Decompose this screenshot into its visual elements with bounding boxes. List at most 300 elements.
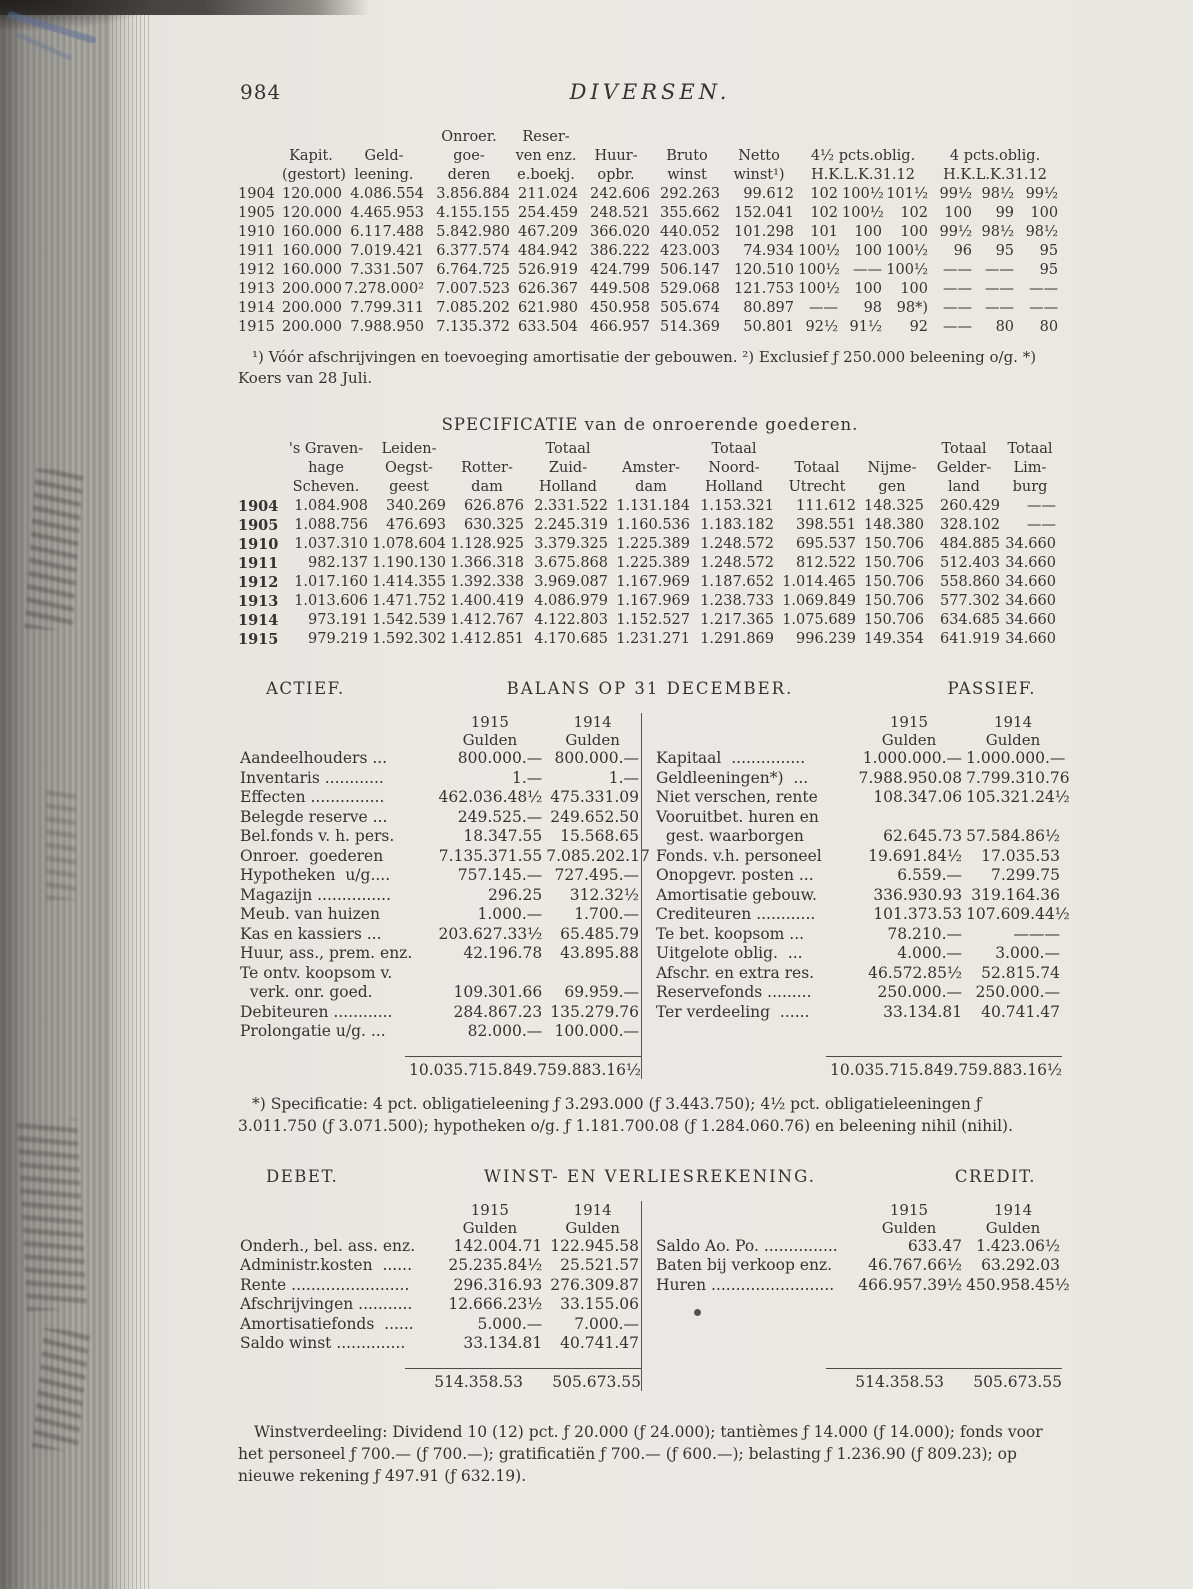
cell: 484.942 <box>518 243 579 259</box>
value-1915: 7.988.950.08 <box>858 768 963 787</box>
passief-label: PASSIEF. <box>947 679 1036 698</box>
cell: 6.117.488 <box>350 224 425 240</box>
value-1914: 312.32½ <box>569 885 639 904</box>
cell: 148.380 <box>864 517 924 533</box>
cell: 96 <box>953 243 973 259</box>
value-1914: 276.309.87 <box>550 1275 639 1294</box>
cell: 424.799 <box>590 262 651 278</box>
page-number: 984 <box>240 80 282 104</box>
cell: 50.801 <box>743 319 795 335</box>
col-header <box>238 478 282 497</box>
row-label: Amortisatiefonds ...... <box>240 1314 414 1333</box>
row-label: Hypotheken u/g.... <box>240 866 391 884</box>
col-header: dam <box>635 479 667 495</box>
year-cell: 1915 <box>238 319 275 335</box>
cell: 4.170.685 <box>534 631 608 647</box>
cell: 577.302 <box>940 593 1000 609</box>
row-label: Geldleeningen*) ... <box>656 768 809 787</box>
cell: 34.660 <box>1005 631 1056 647</box>
cell: 95 <box>995 243 1015 259</box>
cell: 423.003 <box>660 243 721 259</box>
cell: 1.167.969 <box>616 574 690 590</box>
balance-row <box>654 983 1062 1003</box>
page-header <box>238 80 1062 106</box>
cell: 211.024 <box>518 186 579 202</box>
row-label: Crediteuren ............ <box>656 905 816 923</box>
row-label: Te ontv. koopsom v. <box>240 963 393 982</box>
balance-row <box>238 964 641 984</box>
col-header: e.boekj. <box>517 167 575 183</box>
col-header: (gestort) <box>282 167 346 183</box>
value-1915: 109.301.66 <box>453 983 543 1001</box>
cell: 254.459 <box>518 205 579 221</box>
row-label: Afschr. en extra res. <box>656 963 815 982</box>
row-label: Prolongatie u/g. ... <box>240 1022 386 1040</box>
col-header: Nijme- <box>867 460 917 476</box>
value-1915: 1.000.— <box>477 905 543 923</box>
year-cell: 1905 <box>238 205 275 221</box>
cell: 506.147 <box>660 262 721 278</box>
debet-totals <box>238 1354 641 1391</box>
col-header <box>238 459 282 478</box>
value-1914 <box>544 964 641 984</box>
cell: 340.269 <box>386 498 446 514</box>
cell: 92½ <box>805 319 839 335</box>
cell: 6.377.574 <box>436 243 511 259</box>
actief-body <box>238 749 650 1042</box>
value-1914: 33.155.06 <box>560 1295 639 1313</box>
col-header: Reser- <box>522 129 570 145</box>
cell: 4.465.953 <box>350 205 425 221</box>
value-1914: 3.000.— <box>995 944 1060 962</box>
value-1915 <box>435 964 544 984</box>
cell: 4.086.979 <box>534 593 608 609</box>
winst-titles <box>238 1167 1062 1191</box>
cell: 150.706 <box>864 593 924 609</box>
value-1914: 40.741.47 <box>981 1002 1060 1021</box>
year-cell: 1911 <box>238 555 279 572</box>
cell: 1.017.160 <box>294 574 368 590</box>
cell: 505.674 <box>660 300 721 316</box>
balance-row <box>238 827 641 847</box>
col-header <box>448 440 526 459</box>
cell: —— <box>943 300 973 316</box>
cell: 1.160.536 <box>616 517 690 533</box>
row-label: Administr.kosten ...... <box>240 1256 413 1274</box>
cell: —— <box>809 300 839 316</box>
col-header: winst¹) <box>733 167 785 183</box>
balans-title: BALANS OP 31 DECEMBER. <box>506 679 794 698</box>
cell: 102 <box>810 205 839 221</box>
value-1915: 5.000.— <box>477 1314 543 1333</box>
row-label: gest. waarborgen <box>656 827 804 845</box>
cell: 1.152.527 <box>616 612 690 628</box>
col-group-header: 4½ pcts.oblig. <box>810 148 916 164</box>
cell: 1.183.182 <box>700 517 774 533</box>
year-cell: 1911 <box>238 243 275 259</box>
cell: 1.238.733 <box>700 593 774 609</box>
col-group-header: H.K.L.K.31.12 <box>811 167 915 183</box>
cell: 100½ <box>842 205 884 221</box>
table-row <box>238 630 1058 649</box>
balance-row <box>654 749 1062 769</box>
cell: —— <box>943 319 973 335</box>
value-1914: 122.945.58 <box>550 1236 639 1255</box>
value-1915: 18.347.55 <box>463 827 543 845</box>
cell: —— <box>943 281 973 297</box>
cell: 1.542.539 <box>372 612 446 628</box>
col-header: geest <box>389 479 429 495</box>
cell: 440.052 <box>660 224 721 240</box>
cell: 6.764.725 <box>436 262 511 278</box>
cell: 7.135.372 <box>436 319 511 335</box>
cell: 98½ <box>981 224 1015 240</box>
cell: 476.693 <box>386 517 446 533</box>
specificatie-table <box>238 440 1058 649</box>
row-label: Saldo winst .............. <box>240 1334 406 1352</box>
value-1915: 62.645.73 <box>883 827 963 845</box>
cell: 99½ <box>1025 186 1059 202</box>
value-1915: 336.930.93 <box>873 885 963 904</box>
cell: 80 <box>995 319 1015 335</box>
credit-column <box>641 1200 1070 1391</box>
debet-table <box>238 1201 641 1354</box>
year-cell: 1912 <box>238 262 275 278</box>
cell: 626.367 <box>518 281 579 297</box>
currency-header: Gulden <box>985 731 1041 749</box>
cell: 7.799.311 <box>350 300 425 316</box>
cell: 512.403 <box>940 555 1000 571</box>
balance-row <box>238 808 641 828</box>
col-group-header: H.K.L.K.31.12 <box>943 167 1047 183</box>
col-header: 's Graven- <box>288 441 364 457</box>
winst-title: WINST- EN VERLIESREKENING. <box>484 1166 816 1186</box>
value-1915: 633.47 <box>907 1236 963 1255</box>
cell: 467.209 <box>518 224 579 240</box>
year-cell: 1915 <box>238 631 279 648</box>
cell: 160.000 <box>282 224 342 240</box>
cell: 2.331.522 <box>534 498 608 514</box>
col-header <box>610 440 692 459</box>
table-row <box>238 185 1060 204</box>
debet-body <box>238 1237 641 1354</box>
balance-row <box>238 1315 641 1335</box>
col-header: ven enz. <box>515 148 577 164</box>
cell: 99½ <box>939 224 973 240</box>
row-label: Belegde reserve ... <box>240 807 388 826</box>
value-1915: 101.373.53 <box>873 905 963 923</box>
cell: 100 <box>900 224 929 240</box>
row-label: Amortisatie gebouw. <box>656 885 817 904</box>
cell: 160.000 <box>282 243 342 259</box>
cell: —— <box>1029 300 1059 316</box>
cell: 1.014.465 <box>782 574 856 590</box>
cell: 248.521 <box>590 205 651 221</box>
value-1915: 46.767.66½ <box>868 1256 963 1274</box>
value-1915: 82.000.— <box>467 1022 543 1040</box>
value-1914: 52.815.74 <box>981 963 1060 982</box>
col-header: hage <box>308 460 344 476</box>
page-content <box>238 0 1070 1487</box>
cell: 2.245.319 <box>534 517 608 533</box>
year-cell: 1913 <box>238 593 279 610</box>
cell: 120.510 <box>734 262 795 278</box>
cell: 1.225.389 <box>616 536 690 552</box>
row-label: Onroer. goederen <box>240 846 384 865</box>
balance-row <box>238 1334 641 1354</box>
key-figures-body <box>238 185 1060 337</box>
cell: 1.400.419 <box>450 593 524 609</box>
cell: 621.980 <box>518 300 579 316</box>
cell: 1.414.355 <box>372 574 446 590</box>
cell: 514.369 <box>660 319 721 335</box>
balance-row <box>238 769 641 789</box>
value-1915: 46.572.85½ <box>868 963 963 982</box>
balance-row <box>238 1003 641 1023</box>
cell: 1.128.925 <box>450 536 524 552</box>
value-1915: 33.134.81 <box>463 1334 543 1352</box>
passief-table <box>654 713 1070 1022</box>
col-header <box>238 440 282 459</box>
cell: 466.957 <box>590 319 651 335</box>
cell: 1.190.130 <box>372 555 446 571</box>
cell: —— <box>1027 498 1056 514</box>
value-1914: 17.035.53 <box>981 846 1060 865</box>
cell: 695.537 <box>796 536 856 552</box>
winst-columns <box>238 1200 1070 1391</box>
row-label: Huur, ass., prem. enz. <box>240 944 413 962</box>
cell: 1.084.908 <box>294 498 368 514</box>
value-1915: 108.347.06 <box>873 788 963 806</box>
row-label: Rente ........................ <box>240 1275 410 1294</box>
balance-row <box>654 1003 1062 1023</box>
ink-smudge <box>17 1119 87 1312</box>
table-row <box>238 516 1058 535</box>
cell: 99.612 <box>743 186 795 202</box>
value-1914: 107.609.44½ <box>966 905 1070 923</box>
value-1914: 15.568.65 <box>560 827 639 845</box>
cell: 80 <box>1039 319 1059 335</box>
cell: 1.248.572 <box>700 536 774 552</box>
ink-dot <box>694 1309 701 1316</box>
year-cell: 1914 <box>238 612 279 629</box>
balance-row <box>238 1276 641 1296</box>
value-1915: 800.000.— <box>457 749 543 767</box>
col-header <box>858 440 926 459</box>
cell: 149.354 <box>864 631 924 647</box>
key-figures-table <box>238 128 1060 337</box>
cell: 1.167.969 <box>616 593 690 609</box>
cell: 95 <box>1039 243 1059 259</box>
value-1915 <box>854 808 964 828</box>
row-label: Bel.fonds v. h. pers. <box>240 827 395 845</box>
cell: 1.131.184 <box>616 498 690 514</box>
year-header: 1914 <box>573 1200 612 1219</box>
credit-body <box>654 1236 1070 1296</box>
balance-row <box>238 749 641 769</box>
cell: 3.969.087 <box>534 574 608 590</box>
cell: 7.085.202 <box>436 300 511 316</box>
balance-row <box>238 1295 641 1315</box>
cell: 386.222 <box>590 243 651 259</box>
row-label: Kapitaal ............... <box>656 749 806 767</box>
cell: 7.988.950 <box>350 319 425 335</box>
cell: 99 <box>995 205 1015 221</box>
cell: 1.366.318 <box>450 555 524 571</box>
col-header: Totaal <box>545 441 591 457</box>
col-header: Totaal <box>794 460 840 476</box>
value-1914: 450.958.45½ <box>966 1275 1070 1294</box>
cell: 641.919 <box>940 631 1000 647</box>
table-row <box>238 611 1058 630</box>
cell: 242.606 <box>590 186 651 202</box>
col-header: Noord- <box>708 460 760 476</box>
balance-row <box>238 905 641 925</box>
total-1915: 10.035.715.84 <box>830 1060 944 1079</box>
cell: 34.660 <box>1005 536 1056 552</box>
row-label: Fonds. v.h. personeel <box>656 846 822 865</box>
total-1915: 10.035.715.84 <box>409 1060 523 1079</box>
balance-row <box>654 1276 1062 1296</box>
footnote-1: ¹) Vóór afschrijvingen en toevoeging amortisatie der gebouwen. ²) Exclusief ƒ 250.000 beleening o/g. *) Koers van 28 Juli. <box>238 348 1037 387</box>
balance-row <box>654 1256 1062 1276</box>
year-cell: 1905 <box>238 517 279 534</box>
cell: —— <box>1029 281 1059 297</box>
col-header: Scheven. <box>292 479 360 495</box>
cell: 484.885 <box>940 536 1000 552</box>
cell: 98½ <box>981 186 1015 202</box>
col-header: Kapit. <box>289 148 333 164</box>
row-label: Inventaris ............ <box>240 768 384 787</box>
cell: 91½ <box>849 319 883 335</box>
cell: 4.122.803 <box>534 612 608 628</box>
value-1914: 7.299.75 <box>990 866 1060 884</box>
value-1915: 78.210.— <box>887 924 963 943</box>
cell: 100½ <box>798 281 840 297</box>
value-1914: 105.321.24½ <box>966 788 1070 806</box>
row-label: Baten bij verkoop enz. <box>656 1256 833 1274</box>
balance-row <box>654 808 1062 828</box>
cell: —— <box>985 281 1015 297</box>
year-cell: 1912 <box>238 574 279 591</box>
col-header: Lim- <box>1013 460 1047 476</box>
year-header: 1915 <box>889 713 929 731</box>
passief-totals <box>654 1042 1062 1079</box>
balance-row <box>238 788 641 808</box>
cell: 101.298 <box>734 224 795 240</box>
col-header: Gelder- <box>936 460 992 476</box>
cell: 979.219 <box>308 631 368 647</box>
value-1915: 25.235.84½ <box>448 1256 543 1274</box>
balance-row <box>238 866 641 886</box>
specificatie-title: SPECIFICATIE van de onroerende goederen. <box>441 415 859 434</box>
col-header: leening. <box>354 167 414 183</box>
row-label: Onderh., bel. ass. enz. <box>240 1236 416 1255</box>
cell: 98 <box>863 300 883 316</box>
value-1915: 203.627.33½ <box>438 924 543 943</box>
specificatie-header <box>238 440 1058 497</box>
year-header: 1915 <box>470 1200 509 1219</box>
year-cell: 1910 <box>238 224 275 240</box>
table-row <box>238 497 1058 516</box>
table-row <box>238 535 1058 554</box>
col-header: Totaal <box>1007 441 1053 457</box>
cell: 1.248.572 <box>700 555 774 571</box>
cell: 101 <box>810 224 839 240</box>
value-1915: 284.867.23 <box>453 1002 543 1021</box>
value-1915: 1.— <box>511 768 543 787</box>
col-header: Utrecht <box>788 479 846 495</box>
cell: 633.504 <box>518 319 579 335</box>
value-1914: 43.895.88 <box>560 944 639 962</box>
row-label: Te bet. koopsom ... <box>656 924 805 943</box>
passief-column <box>641 713 1070 1079</box>
balance-row <box>238 847 641 867</box>
value-1915: 1.000.000.— <box>862 749 963 767</box>
cell: 973.191 <box>308 612 368 628</box>
cell: 1.013.606 <box>294 593 368 609</box>
value-1914: ——— <box>1013 924 1060 943</box>
cell: 7.331.507 <box>350 262 425 278</box>
cell: 1.088.756 <box>294 517 368 533</box>
cell: 260.429 <box>940 498 1000 514</box>
cell: 1.217.365 <box>700 612 774 628</box>
value-1914: 727.495.— <box>554 866 639 884</box>
total-1915: 514.358.53 <box>434 1372 523 1391</box>
col-header: Leiden- <box>381 441 437 457</box>
cell: —— <box>943 262 973 278</box>
value-1915: 249.525.— <box>457 807 543 826</box>
col-header: goe- <box>453 148 485 164</box>
actief-label: ACTIEF. <box>266 679 345 698</box>
col-group-header: 4 pcts.oblig. <box>949 148 1041 164</box>
value-1915: 296.316.93 <box>453 1275 543 1294</box>
col-header: Geld- <box>364 148 404 164</box>
cell: 630.325 <box>464 517 524 533</box>
row-label: Effecten ............... <box>240 788 385 806</box>
cell: 120.000 <box>282 186 342 202</box>
balans-titles <box>238 679 1062 703</box>
col-header: Holland <box>539 479 597 495</box>
cell: 3.675.868 <box>534 555 608 571</box>
row-label: Kas en kassiers ... <box>240 924 382 943</box>
cell: 200.000 <box>282 300 342 316</box>
cell: 98½ <box>1025 224 1059 240</box>
cell: 100 <box>854 224 883 240</box>
cell: 1.291.869 <box>700 631 774 647</box>
row-label: Meub. van huizen <box>240 905 380 923</box>
row-label: Reservefonds ......... <box>656 983 812 1001</box>
cell: 34.660 <box>1005 555 1056 571</box>
cell: 1.078.604 <box>372 536 446 552</box>
cell: 526.919 <box>518 262 579 278</box>
col-header: Amster- <box>622 460 680 476</box>
value-1915: 33.134.81 <box>883 1002 963 1021</box>
col-header: Huur- <box>594 148 638 164</box>
col-header: Netto <box>738 148 780 164</box>
cell: 1.412.767 <box>450 612 524 628</box>
table-row <box>238 204 1060 223</box>
cell: 1.153.321 <box>700 498 774 514</box>
year-header: 1914 <box>993 713 1033 731</box>
balance-row <box>654 866 1062 886</box>
col-header: opbr. <box>597 167 635 183</box>
credit-label: CREDIT. <box>954 1166 1036 1186</box>
year-cell: 1904 <box>238 498 279 515</box>
value-1915: 7.135.371.55 <box>438 846 543 865</box>
cell: 1.392.338 <box>450 574 524 590</box>
cell: 3.379.325 <box>534 536 608 552</box>
